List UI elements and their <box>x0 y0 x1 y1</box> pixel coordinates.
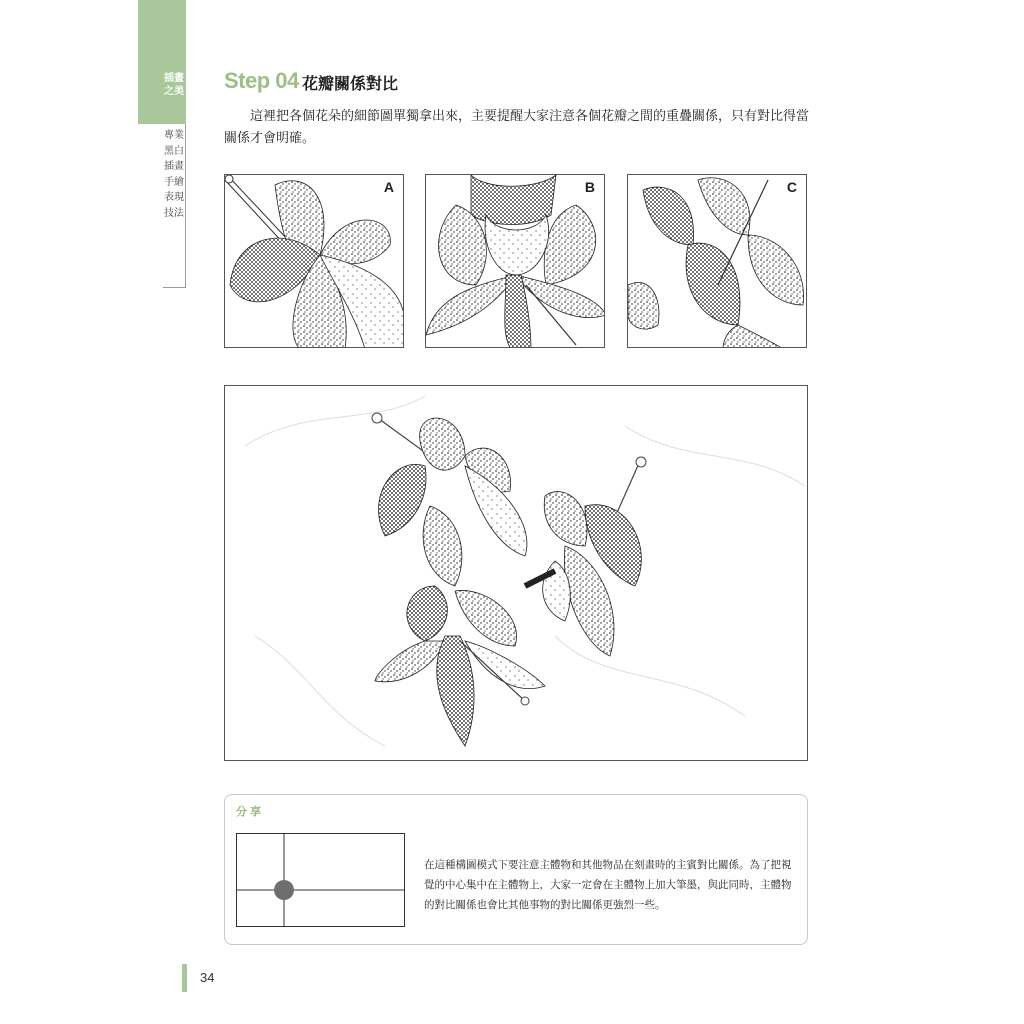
lily-illustration <box>225 386 808 761</box>
lily-detail-c-illustration <box>628 175 807 348</box>
detail-panel-c <box>627 174 807 348</box>
side-tab <box>138 0 186 124</box>
detail-panel-a <box>224 174 404 348</box>
panel-label-b: B <box>584 179 595 195</box>
composition-diagram <box>236 833 405 927</box>
intro-paragraph: 這裡把各個花朵的細節圖單獨拿出來，主要提醒大家注意各個花瓣之間的重疊關係，只有對比得當關係才會明確。 <box>224 109 810 146</box>
side-subtitle: 專業黑白插畫手繪表現技法 <box>164 130 184 219</box>
page-number: 34 <box>200 970 215 985</box>
focal-point <box>274 880 294 900</box>
lily-detail-b-illustration <box>426 175 605 348</box>
side-tab-text: 插畫之美 <box>164 73 184 97</box>
main-lily-illustration <box>224 385 808 761</box>
step-label: Step 04 <box>224 68 299 93</box>
step-title: 花瓣關係對比 <box>302 74 399 93</box>
detail-panel-b <box>425 174 605 348</box>
panel-label-a: A <box>383 179 394 195</box>
panel-label-c: C <box>786 179 797 195</box>
lily-detail-a-illustration <box>225 175 404 348</box>
share-title: 分享 <box>236 805 264 818</box>
share-text: 在這種構圖模式下要注意主體物和其他物品在刻畫時的主賓對比關係。為了把視覺的中心集中在主體物上，大家一定會在主體物上加大筆墨，與此同時，主體物的對比關係也會比其他事物的對比關係更強烈一些。 <box>424 859 792 911</box>
page-number-bar <box>182 964 187 992</box>
